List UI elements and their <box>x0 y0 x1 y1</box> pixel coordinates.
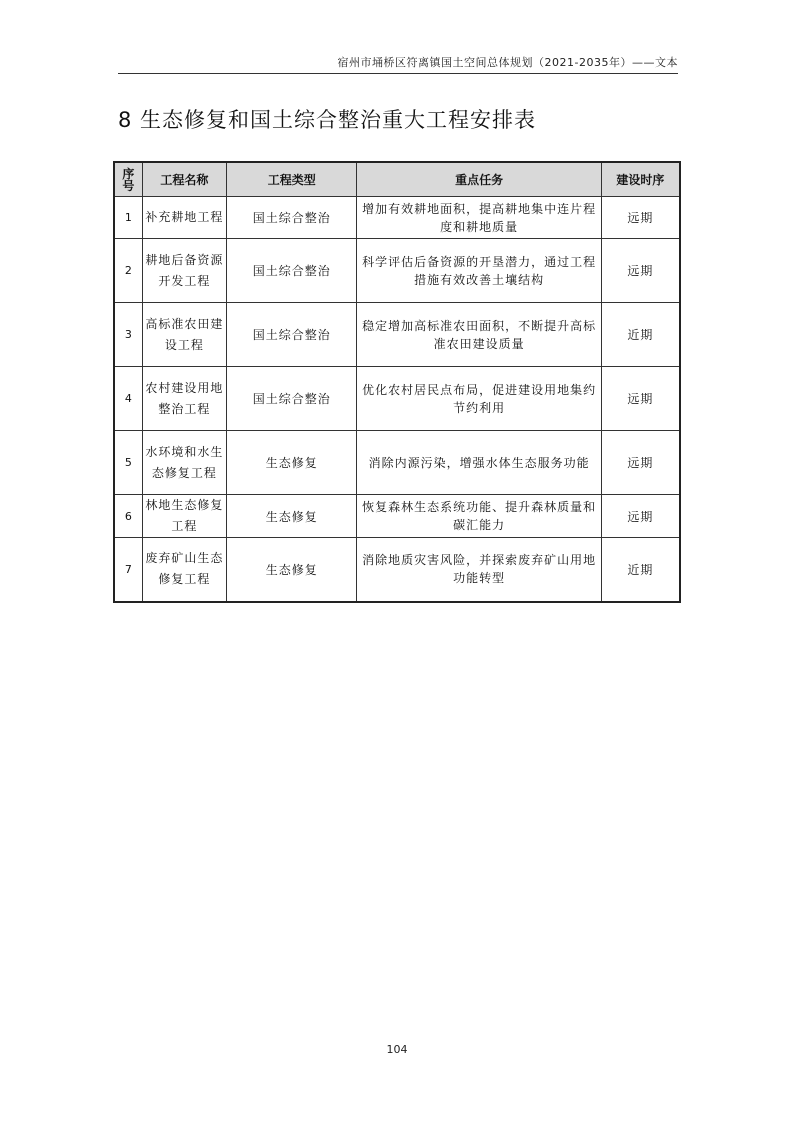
row-task: 科学评估后备资源的开垦潜力，通过工程措施有效改善土壤结构 <box>357 239 601 303</box>
page-number: 104 <box>386 1043 408 1056</box>
column-header-time: 建设时序 <box>601 162 680 197</box>
row-type: 国土综合整治 <box>226 239 357 303</box>
row-type: 国土综合整治 <box>226 367 357 431</box>
row-type: 国土综合整治 <box>226 197 357 239</box>
column-header-no-label: 序号 <box>122 166 135 193</box>
row-task: 稳定增加高标准农田面积，不断提升高标准农田建设质量 <box>357 303 601 367</box>
row-type: 生态修复 <box>226 431 357 495</box>
row-no: 6 <box>114 495 142 538</box>
table-row <box>114 431 680 495</box>
row-task: 增加有效耕地面积，提高耕地集中连片程度和耕地质量 <box>357 197 601 239</box>
project-table <box>113 161 681 603</box>
row-time: 远期 <box>601 431 680 495</box>
row-no: 3 <box>114 303 142 367</box>
row-name: 高标准农田建设工程 <box>142 303 226 367</box>
row-no: 2 <box>114 239 142 303</box>
column-header-type: 工程类型 <box>226 162 357 197</box>
row-time: 远期 <box>601 367 680 431</box>
row-time: 近期 <box>601 303 680 367</box>
row-task: 消除地质灾害风险，并探索废弃矿山用地功能转型 <box>357 538 601 602</box>
row-name: 耕地后备资源开发工程 <box>142 239 226 303</box>
row-time: 远期 <box>601 495 680 538</box>
row-type: 生态修复 <box>226 538 357 602</box>
table-row <box>114 538 680 602</box>
table-row <box>114 303 680 367</box>
row-type: 生态修复 <box>226 495 357 538</box>
row-task: 消除内源污染，增强水体生态服务功能 <box>357 431 601 495</box>
row-name: 林地生态修复工程 <box>142 495 226 538</box>
row-time: 远期 <box>601 197 680 239</box>
row-no: 7 <box>114 538 142 602</box>
table-row <box>114 239 680 303</box>
column-header-no <box>114 162 142 197</box>
table-row <box>114 197 680 239</box>
row-time: 远期 <box>601 239 680 303</box>
row-task: 恢复森林生态系统功能、提升森林质量和碳汇能力 <box>357 495 601 538</box>
row-no: 5 <box>114 431 142 495</box>
row-name: 水环境和水生态修复工程 <box>142 431 226 495</box>
table-row <box>114 495 680 538</box>
column-header-task: 重点任务 <box>357 162 601 197</box>
running-header: 宿州市埇桥区符离镇国土空间总体规划（2021-2035年）——文本 <box>337 56 678 69</box>
row-name: 农村建设用地整治工程 <box>142 367 226 431</box>
row-name: 废弃矿山生态修复工程 <box>142 538 226 602</box>
row-no: 1 <box>114 197 142 239</box>
table-row <box>114 367 680 431</box>
page-title: 8 生态修复和国土综合整治重大工程安排表 <box>118 108 537 132</box>
row-time: 近期 <box>601 538 680 602</box>
column-header-name: 工程名称 <box>142 162 226 197</box>
row-name: 补充耕地工程 <box>142 197 226 239</box>
row-type: 国土综合整治 <box>226 303 357 367</box>
header-divider <box>118 73 678 74</box>
row-no: 4 <box>114 367 142 431</box>
table-header-row <box>114 162 680 197</box>
row-task: 优化农村居民点布局，促进建设用地集约节约利用 <box>357 367 601 431</box>
